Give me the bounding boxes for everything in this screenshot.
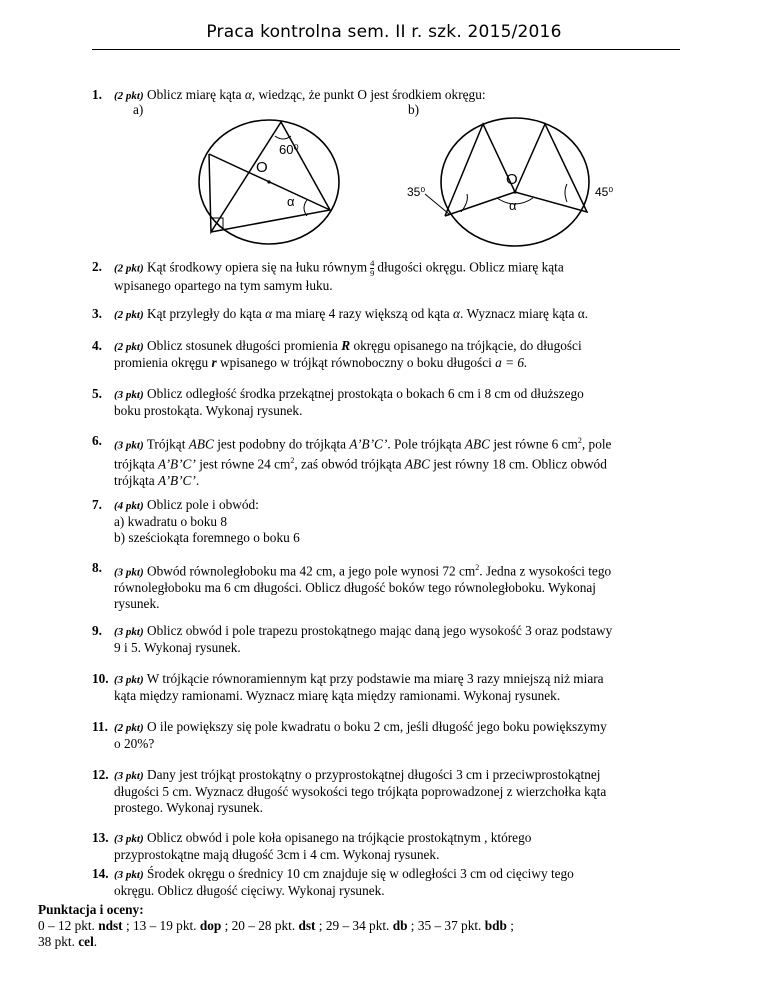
question-text: Oblicz miarę kąta <box>146 87 242 102</box>
question-2 <box>92 259 682 294</box>
grade: dst <box>298 918 316 933</box>
score-range: ; 13 – 19 pkt. <box>122 918 197 933</box>
triangle-name: A’B’C’ <box>349 436 388 452</box>
points: (2 pkt) <box>114 262 144 275</box>
question-7 <box>92 497 682 546</box>
question-text: długości okręgu. Oblicz miarę kąta <box>377 259 564 275</box>
question-text: Oblicz odległość środka przekątnej prostokąta o bokach 6 cm i 8 cm od dłuższego <box>146 386 584 401</box>
question-4 <box>92 338 682 371</box>
angle-45-label: 45⁰ <box>595 185 614 199</box>
alpha-symbol: α <box>265 306 273 321</box>
score-range: ; 29 – 34 pkt. <box>315 918 390 933</box>
question-text: ma miarę 4 razy większą od kąta <box>275 306 450 321</box>
question-number: 6. <box>92 433 102 448</box>
question-text: okręgu. Oblicz długość cięciwy. Wykonaj rysunek. <box>114 883 385 898</box>
question-3 <box>92 306 682 323</box>
question-text: . <box>195 472 200 488</box>
question-5 <box>92 386 682 419</box>
question-text: okręgu opisanego na trójkącie, do długości <box>353 338 582 353</box>
question-text: . Pole trójkąta <box>387 436 462 452</box>
question-number: 14. <box>92 866 109 881</box>
question-text: wpisanego w trójkąt równoboczny o boku długości <box>220 355 492 370</box>
question-text: Kąt przyległy do kąta <box>146 306 262 321</box>
question-1 <box>92 87 682 104</box>
numerator: 4 <box>370 258 375 268</box>
grade: db <box>392 918 408 933</box>
separator: ; <box>506 918 514 933</box>
question-number: 13. <box>92 830 109 845</box>
points: (3 pkt) <box>114 439 144 452</box>
question-number: 9. <box>92 623 102 638</box>
question-text: . Jedna z wysokości tego <box>479 563 612 579</box>
points: (3 pkt) <box>114 566 144 579</box>
question-number: 12. <box>92 767 109 782</box>
points: (3 pkt) <box>114 833 144 845</box>
question-8 <box>92 560 682 612</box>
header-divider <box>92 49 680 50</box>
question-9 <box>92 623 682 656</box>
question-text: , wiedząc, że punkt O jest środkiem okręgu: <box>251 87 486 102</box>
question-text: wpisanego opartego na tym samym łuku. <box>114 278 333 293</box>
question-text: kąta między ramionami. Wyznacz miarę kąta między ramionami. Wykonaj rysunek. <box>114 688 561 703</box>
question-text: jest podobny do trójkąta <box>217 436 347 452</box>
denominator: 9 <box>370 268 375 278</box>
superscript: 2 <box>475 563 480 572</box>
triangle <box>209 122 330 232</box>
separator: . <box>93 934 98 949</box>
question-13 <box>92 830 682 863</box>
question-text: Kąt środkowy opiera się na łuku równym <box>146 259 368 275</box>
question-number: 4. <box>92 338 102 353</box>
question-text: promienia okręgu <box>114 355 209 370</box>
triangle-name: ABC <box>464 436 490 452</box>
question-number: 7. <box>92 497 102 512</box>
angle-60-label: 60⁰ <box>279 142 299 157</box>
question-text: , zaś obwód trójkąta <box>294 456 402 472</box>
question-12 <box>92 767 682 816</box>
question-number: 3. <box>92 306 102 321</box>
grade: ndst <box>98 918 123 933</box>
equation: a = 6. <box>495 355 528 370</box>
question-number: 8. <box>92 560 102 575</box>
scoring-title: Punktacja i oceny: <box>38 902 144 917</box>
points: (3 pkt) <box>114 770 144 782</box>
superscript: 2 <box>577 436 582 445</box>
fraction <box>370 259 374 278</box>
scoring-section <box>38 902 738 950</box>
triangle-name: ABC <box>188 436 214 452</box>
question-text: Środek okręgu o średnicy 10 cm znajduje się w odległości 3 cm od cięciwy tego <box>146 866 574 881</box>
points: (2 pkt) <box>114 722 144 734</box>
question-text: , pole <box>581 436 612 452</box>
alpha-symbol: α <box>244 87 252 102</box>
points: (3 pkt) <box>114 389 144 401</box>
question-10 <box>92 671 682 704</box>
triangle-name: A’B’C’ <box>157 472 196 488</box>
points: (2 pkt) <box>114 309 144 321</box>
question-text: . Wyznacz miarę kąta α. <box>460 306 589 321</box>
center-label: O <box>256 159 268 176</box>
question-text: Dany jest trójkąt prostokątny o przyprostokątnej długości 3 cm i przeciwprostokątnej <box>146 767 601 782</box>
list-item: a) kwadratu o boku 8 <box>114 514 227 529</box>
question-text: Oblicz obwód i pole koła opisanego na trójkącie prostokątnym , którego <box>146 830 532 845</box>
question-14 <box>92 866 682 899</box>
figure-a <box>195 114 345 249</box>
angle-35-label: 35⁰ <box>407 185 426 199</box>
triangle-name: ABC <box>404 456 430 472</box>
question-text: Oblicz pole i obwód: <box>146 497 259 512</box>
center-point <box>267 180 270 183</box>
alpha-label: α <box>509 198 517 213</box>
question-number: 11. <box>92 719 108 734</box>
question-text: Oblicz obwód i pole trapezu prostokątnego mając daną jego wysokość 3 oraz podstawy <box>146 623 613 638</box>
superscript: 2 <box>290 456 295 466</box>
question-number: 1. <box>92 87 102 102</box>
center-point <box>513 190 516 193</box>
points: (3 pkt) <box>114 869 144 881</box>
question-text: boku prostokąta. Wykonaj rysunek. <box>114 403 303 418</box>
points: (4 pkt) <box>114 500 144 512</box>
alpha-label: α <box>287 194 295 209</box>
question-text: prostego. Wykonaj rysunek. <box>114 800 263 815</box>
question-text: jest równy 18 cm. Oblicz obwód <box>433 456 607 472</box>
symbol-r: r <box>211 355 217 370</box>
question-11 <box>92 719 682 752</box>
question-text: rysunek. <box>114 596 160 612</box>
question-text: O ile powiększy się pole kwadratu o boku 2 cm, jeśli długość jego boku powiększymy <box>146 719 607 734</box>
grade: dop <box>199 918 222 933</box>
score-range: 38 pkt. <box>38 934 75 949</box>
question-number: 10. <box>92 671 109 686</box>
question-6 <box>92 433 682 489</box>
question-text: przyprostokątne mają długość 3cm i 4 cm. Wykonaj rysunek. <box>114 847 440 862</box>
score-range: 0 – 12 pkt. <box>38 918 95 933</box>
score-range: ; 35 – 37 pkt. <box>407 918 482 933</box>
question-number: 2. <box>92 259 102 274</box>
angle-arc-right <box>565 184 567 202</box>
question-text: 9 i 5. Wykonaj rysunek. <box>114 640 241 655</box>
question-text: Obwód równoległoboku ma 42 cm, a jego pole wynosi 72 cm <box>146 563 476 579</box>
points: (2 pkt) <box>114 90 144 102</box>
question-number: 5. <box>92 386 102 401</box>
alpha-symbol: α <box>453 306 461 321</box>
question-text: trójkąta <box>114 456 155 472</box>
points: (3 pkt) <box>114 626 144 638</box>
question-text: równoległoboku ma 6 cm długości. Oblicz długość boków tego równoległoboku. Wykonaj <box>114 580 596 596</box>
question-text: W trójkącie równoramiennym kąt przy podstawie ma miarę 3 razy mniejszą niż miara <box>146 671 604 686</box>
question-text: trójkąta <box>114 472 155 488</box>
points: (2 pkt) <box>114 341 144 353</box>
grade: bdb <box>484 918 507 933</box>
question-text: Oblicz stosunek długości promienia <box>146 338 338 353</box>
subfigure-label-a: a) <box>133 102 144 117</box>
question-text: jest równe 6 cm <box>493 436 578 452</box>
question-text: jest równe 24 cm <box>199 456 291 472</box>
center-label: O <box>506 171 518 188</box>
subfigure-label-b: b) <box>408 102 420 117</box>
triangle-name: A’B’C’ <box>157 456 196 472</box>
question-text: o 20%? <box>114 736 155 751</box>
question-text: długości 5 cm. Wyznacz długość wysokości tego trójkąta poprowadzonej z wierzchołka kąta <box>114 784 607 799</box>
points: (3 pkt) <box>114 674 144 686</box>
list-item: b) sześciokąta foremnego o boku 6 <box>114 530 300 545</box>
score-range: ; 20 – 28 pkt. <box>221 918 296 933</box>
grade: cel <box>78 934 94 949</box>
symbol-R: R <box>341 338 351 353</box>
figure-b <box>405 114 625 249</box>
question-text: Trójkąt <box>146 436 186 452</box>
page-title: Praca kontrolna sem. II r. szk. 2015/2016 <box>206 22 562 42</box>
